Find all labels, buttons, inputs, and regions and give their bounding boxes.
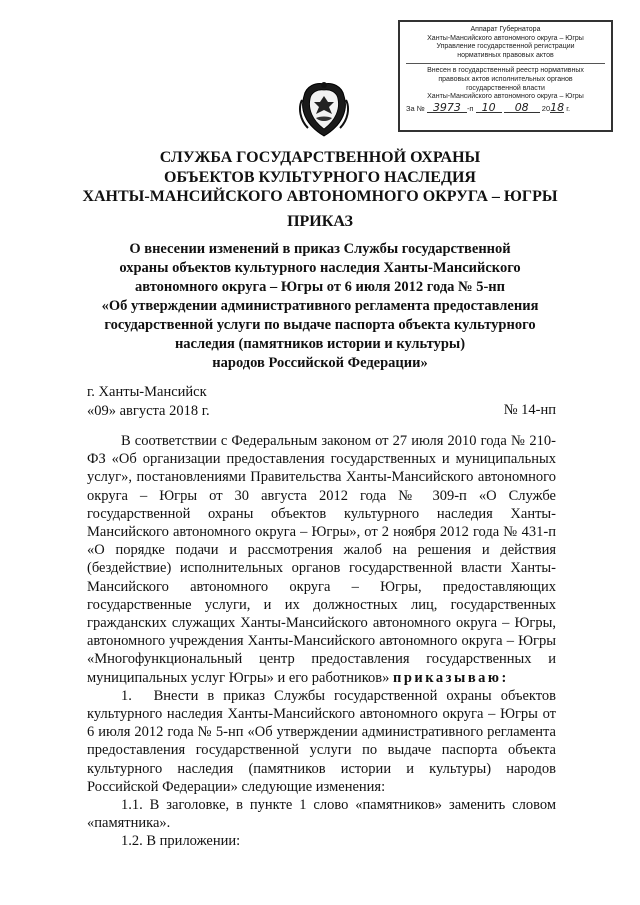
coat-of-arms-emblem [298, 80, 350, 140]
order-word: приказываю: [393, 669, 509, 686]
stamp-line: Внесен в государственный реестр нормативных [427, 67, 584, 75]
heading-line: автономного округа – Югры от 6 июля 2012 года № 5-нп [134, 279, 506, 295]
org-title-line: ОБЪЕКТОВ КУЛЬТУРНОГО НАСЛЕДИЯ [164, 168, 476, 186]
document-heading [0, 240, 640, 373]
preamble-text: В соответствии с Федеральным законом от 27 июля 2010 года № 210-ФЗ «Об организации предоставления государственных и муниципальных услуг», постановлениями Правительства Ханты-Мансийского автономного округа – Югры от 30 августа 2012 года № 309-п «О Службе государственной охраны объектов культурного наследия Ханты-Мансийского автономного округа – Югры», от 2 ноября 2012 года № 431-п «О порядке подачи и рассмотрения жалоб на решения и действия (бездействие) исполнительных органов государственной власти Ханты-Мансийского автономного округа – Югры, предоставляющих государственные услуги, и их должностных лиц, государственных гражданских служащих Ханты-Мансийского автономного округа – Югры, автономного учреждения Ханты-Мансийского автономного округа – Югры «Многофункциональный центр предоставления государственных и муниципальных услуг Югры» и его работников» [87, 433, 556, 686]
date: «09» августа 2018 г. [87, 403, 210, 419]
stamp-reg-suffix: -п [466, 103, 474, 113]
order-number: № 14-нп [503, 402, 556, 418]
heading-line: наследия (памятников истории и культуры) [174, 336, 466, 352]
stamp-line: Ханты-Мансийского автономного округа – Югры [427, 34, 584, 42]
paragraph-item-1-1: 1.1. В заголовке, в пункте 1 слово «памятников» заменить словом «памятника». [87, 797, 556, 832]
document-body [87, 432, 556, 851]
place-date-block [87, 383, 210, 421]
stamp-registration-line [406, 100, 605, 114]
stamp-line: Аппарат Губернатора [470, 26, 541, 33]
org-title-line: СЛУЖБА ГОСУДАРСТВЕННОЙ ОХРАНЫ [159, 149, 481, 166]
organization-title [0, 148, 640, 207]
heading-line: охраны объектов культурного наследия Ханты-Мансийского [119, 260, 521, 276]
stamp-line: Ханты-Мансийского автономного округа – Югры [427, 93, 584, 101]
heading-line: «Об утверждении административного регламента предоставления [101, 298, 539, 314]
paragraph-item-1: 1. Внести в приказ Службы государственной охраны объектов культурного наследия Ханты-Мансийского автономного округа – Югры от 6 июля 2012 года № 5-нп «Об утверждении административного регламента предоставления государственной услуги по выдаче паспорта объекта культурного наследия (памятников истории и культуры) народов Российской Федерации» следующие изменения: [87, 687, 556, 795]
org-title-line: ХАНТЫ-МАНСИЙСКОГО АВТОНОМНОГО ОКРУГА – ЮГРЫ [82, 188, 558, 205]
heading-line: О внесении изменений в приказ Службы государственной [129, 241, 511, 257]
place: г. Ханты-Мансийск [87, 384, 207, 400]
paragraph-preamble [87, 432, 556, 687]
stamp-reg-year-suffix: г. [566, 103, 571, 113]
registration-stamp [398, 20, 613, 132]
stamp-line: нормативных правовых актов [457, 51, 554, 59]
heading-line: государственной услуги по выдаче паспорта объекта культурного [104, 317, 536, 333]
document-type: ПРИКАЗ [287, 213, 353, 230]
paragraph-item-1-2: 1.2. В приложении: [121, 833, 241, 850]
stamp-reg-month: 08 [504, 104, 540, 114]
stamp-divider [406, 63, 605, 64]
stamp-reg-day: 10 [476, 104, 502, 114]
stamp-line: Управление государственной регистрации [436, 43, 575, 51]
stamp-reg-number: 3973 [427, 104, 467, 114]
heading-line: народов Российской Федерации» [212, 355, 428, 371]
stamp-line: правовых актов исполнительных органов [438, 75, 573, 83]
stamp-line: государственной власти [466, 84, 545, 92]
stamp-reg-year: 18 [550, 100, 565, 114]
stamp-reg-year-prefix: 20 [541, 103, 551, 113]
stamp-reg-prefix: За № [406, 103, 425, 113]
